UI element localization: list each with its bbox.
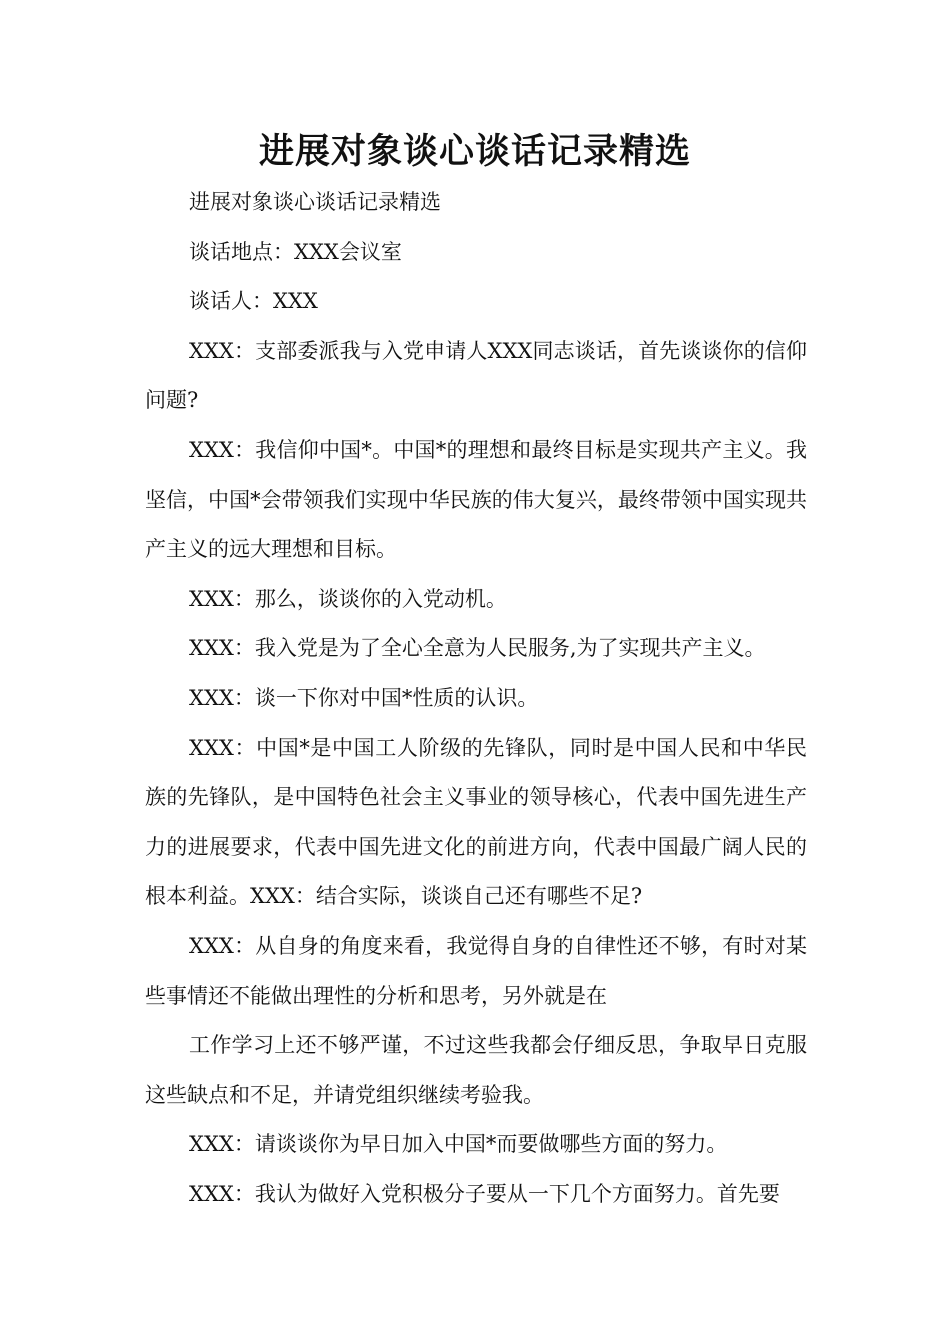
paragraph: XXX：从自身的角度来看，我觉得自身的自律性还不够，有时对某些事情还不能做出理性的分析和思考，另外就是在 [145, 933, 807, 1008]
paragraph: XXX：请谈谈你为早日加入中国*而要做哪些方面的努力。 [189, 1132, 728, 1157]
paragraph: XXX：中国*是中国工人阶级的先锋队，同时是中国人民和中华民族的先锋队，是中国特色社会主义事业的领导核心，代表中国先进生产力的进展要求，代表中国先进文化的前进方向，代表中国最广阔人民的根本利益。XXX：结合实际，谈谈自己还有哪些不足? [145, 735, 807, 909]
paragraph: XXX：我信仰中国*。中国*的理想和最终目标是实现共产主义。我坚信，中国*会带领我们实现中华民族的伟大复兴，最终带领中国实现共产主义的远大理想和目标。 [145, 437, 807, 562]
document-body [145, 178, 807, 1219]
document-title: 进展对象谈心谈话记录精选 [258, 131, 691, 172]
paragraph: 谈话人：XXX [189, 289, 318, 314]
paragraph: 进展对象谈心谈话记录精选 [189, 190, 441, 214]
paragraph: XXX：谈一下你对中国*性质的认识。 [189, 685, 539, 710]
paragraph: XXX：那么，谈谈你的入党动机。 [189, 586, 507, 611]
paragraph: 谈话地点：XXX会议室 [189, 239, 402, 264]
paragraph: XXX：支部委派我与入党申请人XXX同志谈话，首先谈谈你的信仰问题? [145, 338, 807, 413]
paragraph: XXX：我入党是为了全心全意为人民服务,为了实现共产主义。 [189, 636, 766, 661]
paragraph: 工作学习上还不够严谨，不过这些我都会仔细反思，争取早日克服这些缺点和不足，并请党组织继续考验我。 [145, 1033, 807, 1107]
paragraph: XXX：我认为做好入党积极分子要从一下几个方面努力。首先要 [189, 1181, 780, 1206]
